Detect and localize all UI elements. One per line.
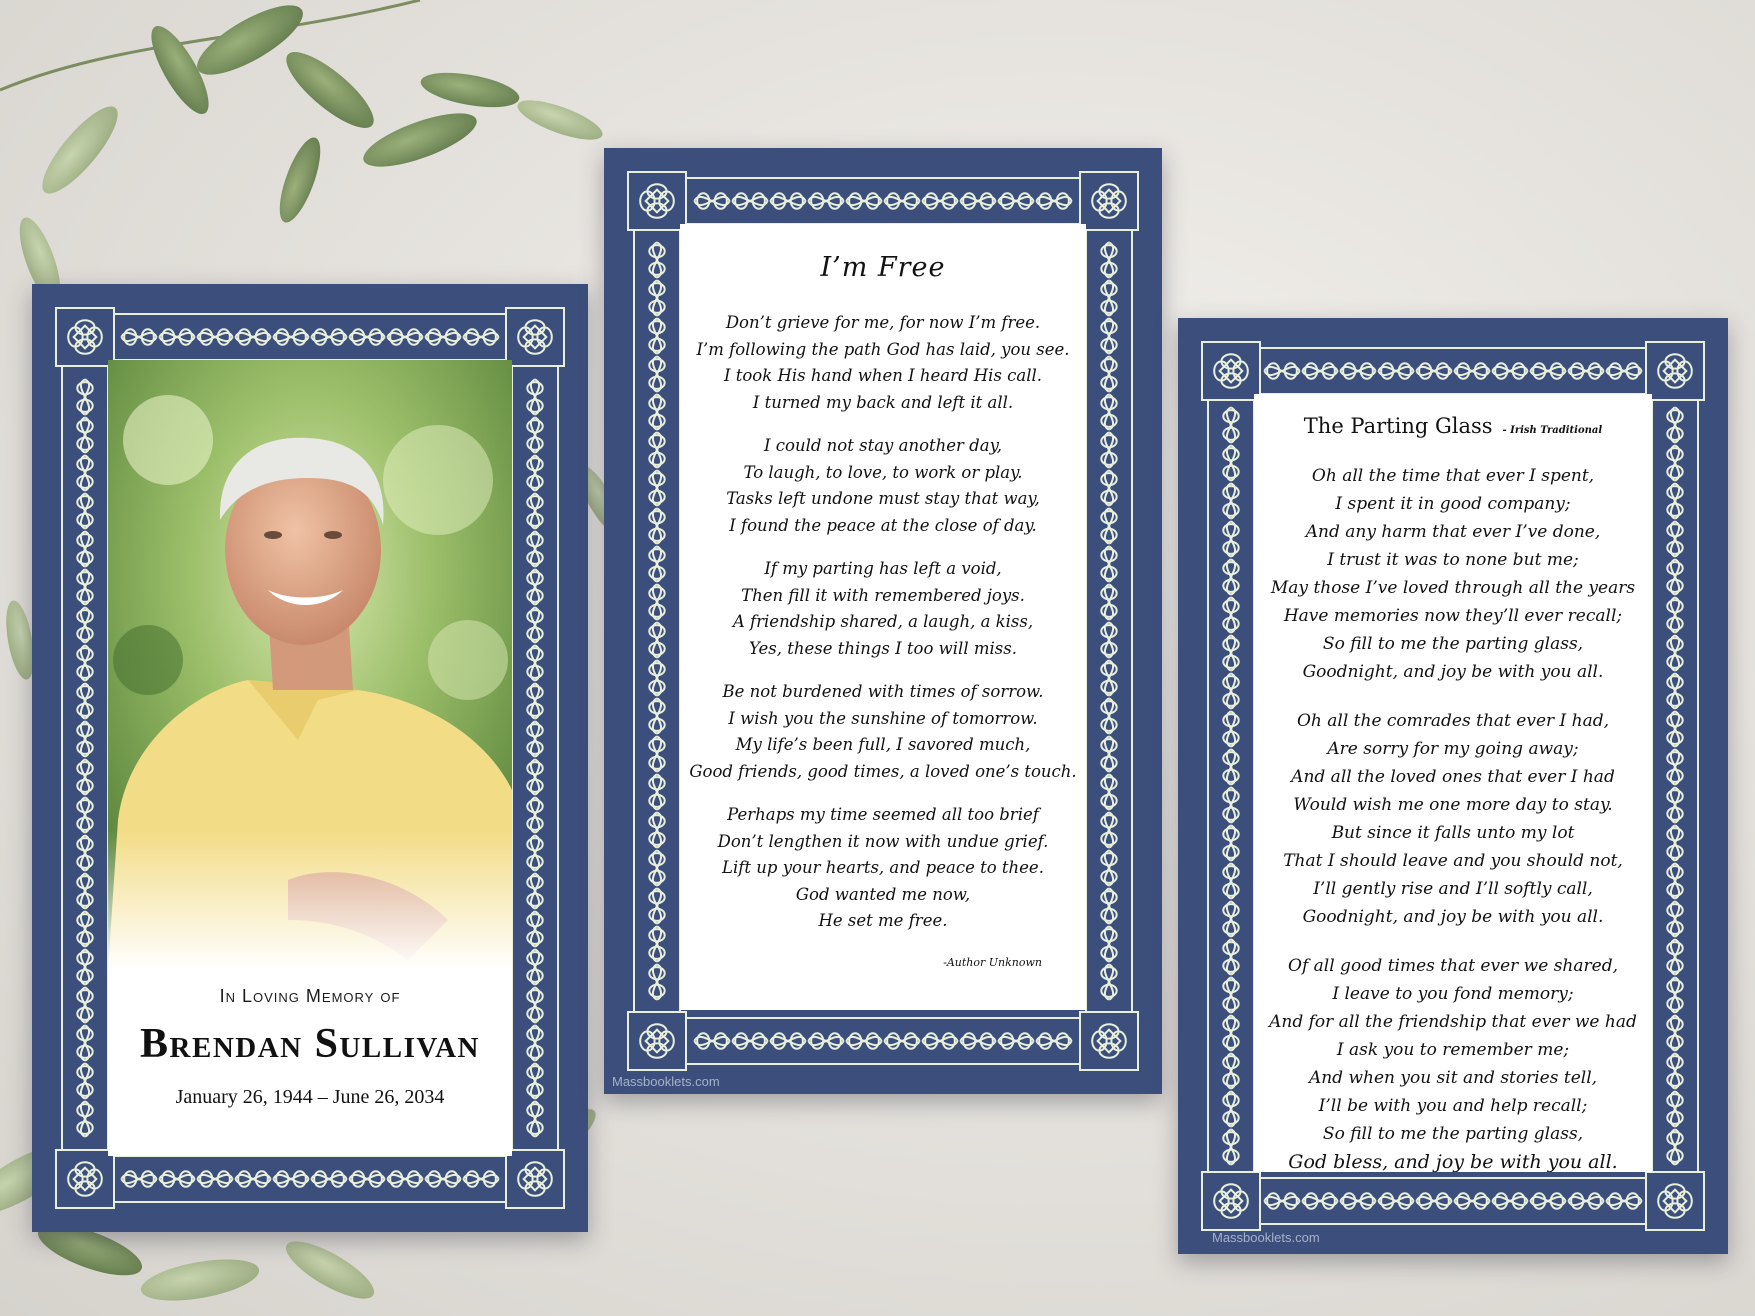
- poem-line: He set me free.: [818, 911, 948, 930]
- poem-card-parting-glass: [1178, 318, 1728, 1254]
- stanza: [680, 433, 1086, 539]
- life-dates: January 26, 1944 – June 26, 2034: [175, 1086, 445, 1108]
- poem-line: And when you sit and stories tell,: [1308, 1068, 1598, 1088]
- poem-line: My life’s been full, I savored much,: [735, 735, 1031, 754]
- poem-line: If my parting has left a void,: [764, 559, 1002, 578]
- poem-line: I’m following the path God has laid, you see.: [696, 339, 1070, 359]
- poem-line: A friendship shared, a laugh, a kiss,: [732, 612, 1034, 631]
- poem-line: But since it falls unto my lot: [1331, 823, 1575, 843]
- poem-author: -Author Unknown: [943, 956, 1042, 969]
- stanza: [680, 310, 1086, 416]
- poem-line: Oh all the comrades that ever I had,: [1296, 711, 1610, 731]
- poem-line: I turned my back and left it all.: [752, 392, 1014, 412]
- deceased-name: Brendan Sullivan: [140, 1021, 480, 1067]
- poem-line: Be not burdened with times of sorrow.: [722, 682, 1044, 701]
- poem-panel: [1254, 394, 1652, 1172]
- poem-line: Oh all the time that ever I spent,: [1311, 466, 1595, 486]
- poem-line: Lift up your hearts, and peace to thee.: [722, 858, 1044, 877]
- poem-line: I could not stay another day,: [764, 436, 1002, 455]
- watermark: Massbooklets.com: [612, 1074, 720, 1089]
- poem-line: Goodnight, and joy be with you all.: [1302, 907, 1604, 927]
- poem-line: Tasks left undone must stay that way,: [726, 489, 1040, 508]
- poem-line: I’ll gently rise and I’ll softly call,: [1313, 879, 1593, 899]
- poem-line: I’ll be with you and help recall;: [1318, 1096, 1588, 1116]
- poem-line: I trust it was to none but me;: [1327, 550, 1579, 570]
- poem-line: Perhaps my time seemed all too brief: [727, 805, 1039, 824]
- stanza: [1254, 952, 1652, 1172]
- poem-line: So fill to me the parting glass,: [1322, 1124, 1584, 1144]
- poem-line: So fill to me the parting glass,: [1322, 634, 1584, 654]
- poem-line: Goodnight, and joy be with you all.: [1302, 662, 1604, 682]
- portrait-photo: [108, 360, 512, 970]
- stanza: [1254, 462, 1652, 686]
- poem-line: Don’t lengthen it now with undue grief.: [717, 831, 1049, 851]
- poem-line: Don’t grieve for me, for now I’m free.: [725, 313, 1041, 332]
- poem-title: [1254, 414, 1652, 438]
- memorial-card-front: [32, 284, 588, 1232]
- poem-panel: [680, 224, 1086, 1010]
- poem-card-im-free: [604, 148, 1162, 1094]
- watermark: Massbooklets.com: [1212, 1230, 1320, 1245]
- poem-line: Would wish me one more day to stay.: [1293, 795, 1613, 815]
- poem-line: I leave to you fond memory;: [1332, 984, 1574, 1004]
- poem-line: Have memories now they’ll ever recall;: [1283, 606, 1623, 626]
- poem-line: God wanted me now,: [795, 884, 971, 904]
- poem-line: Good friends, good times, a loved one’s touch.: [689, 761, 1077, 781]
- poem-line: I took His hand when I heard His call.: [723, 366, 1043, 385]
- poem-line: That I should leave and you should not,: [1283, 851, 1623, 871]
- stanza: [1254, 707, 1652, 931]
- poem-line: And all the loved ones that ever I had: [1291, 767, 1615, 787]
- poem-title-text: The Parting Glass: [1303, 414, 1493, 438]
- in-loving-memory-label: In Loving Memory of: [219, 986, 401, 1006]
- poem-title: I’m Free: [820, 252, 946, 283]
- poem-line: To laugh, to love, to work or play.: [743, 462, 1023, 482]
- poem-line: Of all good times that ever we shared,: [1288, 956, 1618, 976]
- poem-line: I wish you the sunshine of tomorrow.: [728, 708, 1038, 728]
- poem-line: May those I’ve loved through all the years: [1270, 578, 1636, 598]
- card-front-panel: [108, 360, 512, 1156]
- poem-subtitle: - Irish Traditional: [1502, 425, 1603, 436]
- poem-line: Are sorry for my going away;: [1327, 739, 1579, 759]
- poem-line: And any harm that ever I’ve done,: [1305, 522, 1601, 542]
- poem-line: I found the peace at the close of day.: [729, 515, 1037, 535]
- poem-body: [680, 310, 1086, 952]
- poem-line: Yes, these things I too will miss.: [749, 638, 1017, 658]
- stanza: [680, 556, 1086, 662]
- stanza: [680, 679, 1086, 785]
- poem-line: God bless, and joy be with you all.: [1288, 1151, 1618, 1172]
- stanza: [680, 802, 1086, 935]
- poem-line: I spent it in good company;: [1335, 494, 1571, 514]
- poem-line: And for all the friendship that ever we had: [1269, 1012, 1637, 1032]
- poem-line: I ask you to remember me;: [1336, 1040, 1570, 1060]
- poem-body: [1254, 462, 1652, 1172]
- poem-line: Then fill it with remembered joys.: [741, 585, 1025, 605]
